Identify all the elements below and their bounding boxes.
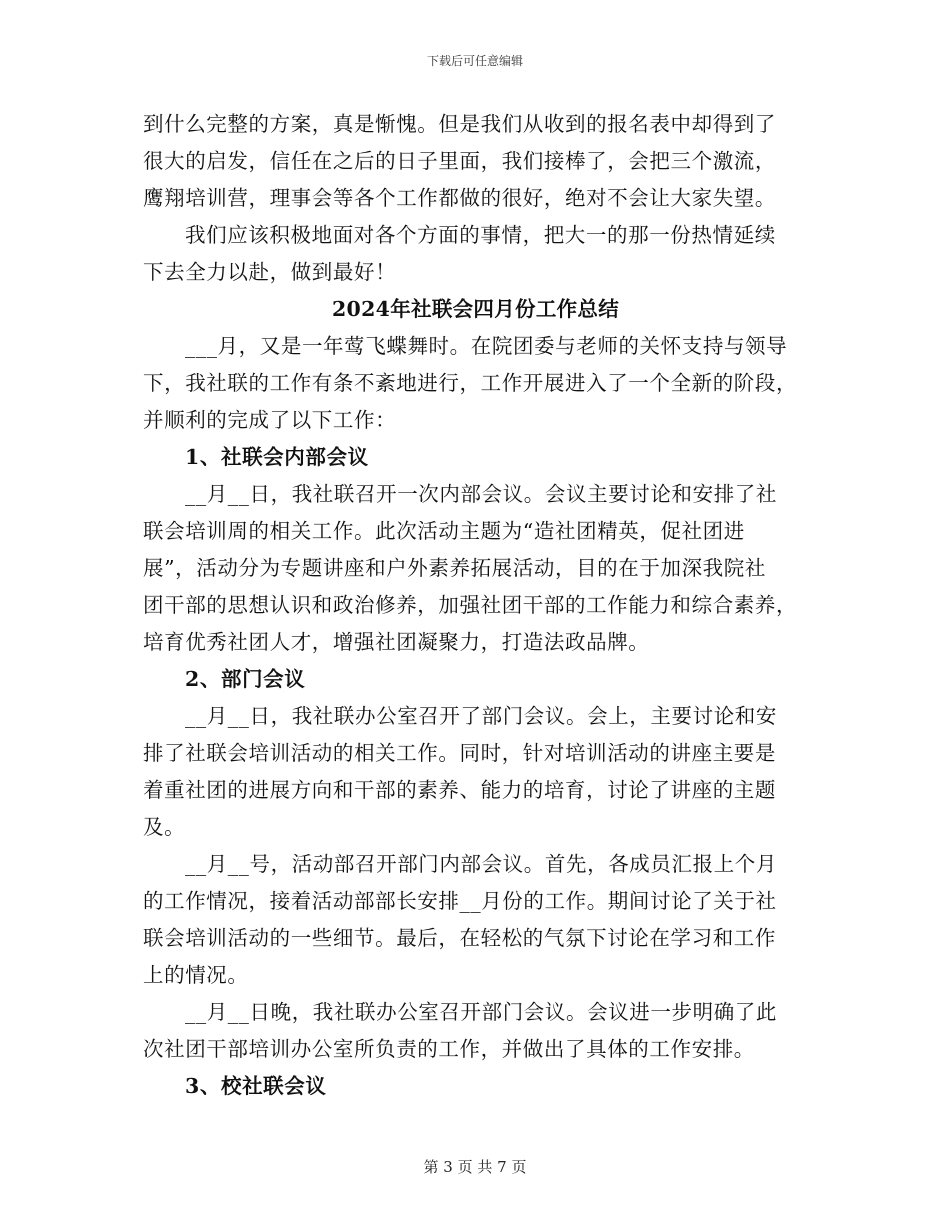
section-title: 2024年社联会四月份工作总结 bbox=[331, 297, 620, 321]
text-line: 培育优秀社团人才，增强社团凝聚力，打造法政品牌。 bbox=[143, 630, 650, 654]
text-line: 联会培训周的相关工作。此次活动主题为“造社团精英，促社团进 bbox=[143, 519, 745, 543]
text-line: 上的情况。 bbox=[143, 963, 249, 987]
subheading-internal-meeting: 1、社联会内部会议 bbox=[185, 445, 369, 469]
paragraph-start: __月__号，活动部召开部门内部会议。首先，各成员汇报上个月 bbox=[185, 852, 777, 876]
text-line: 下去全力以赴，做到最好！ bbox=[143, 260, 397, 284]
header-note: 下载后可任意编辑 bbox=[426, 54, 523, 68]
paragraph-start: __月__日晚，我社联办公室召开部门会议。会议进一步明确了此 bbox=[185, 1000, 777, 1024]
text-line: 并顺利的完成了以下工作： bbox=[143, 408, 397, 432]
subheading-department-meeting: 2、部门会议 bbox=[185, 667, 306, 691]
text-line: 很大的启发，信任在之后的日子里面，我们接棒了，会把三个激流， bbox=[143, 149, 776, 173]
text-line: 下，我社联的工作有条不紊地进行，工作开展进入了一个全新的阶段， bbox=[143, 371, 798, 395]
text-line: 展”，活动分为专题讲座和户外素养拓展活动，目的在于加深我院社 bbox=[143, 556, 766, 580]
text-line: 的工作情况，接着活动部部长安排__月份的工作。期间讨论了关于社 bbox=[143, 889, 777, 913]
text-line: 到什么完整的方案，真是惭愧。但是我们从收到的报名表中却得到了 bbox=[143, 112, 776, 136]
paragraph-start: __月__日，我社联办公室召开了部门会议。会上，主要讨论和安 bbox=[185, 704, 777, 728]
text-line: 联会培训活动的一些细节。最后，在轻松的气氛下讨论在学习和工作 bbox=[143, 926, 776, 950]
subheading-school-meeting: 3、校社联会议 bbox=[185, 1074, 327, 1098]
text-line: 团干部的思想认识和政治修养，加强社团干部的工作能力和综合素养， bbox=[143, 593, 798, 617]
text-line: 着重社团的进展方向和干部的素养、能力的培育，讨论了讲座的主题 bbox=[143, 778, 776, 802]
page-number: 第 3 页 共 7 页 bbox=[423, 1158, 527, 1176]
paragraph-start: ___月，又是一年莺飞蝶舞时。在院团委与老师的关怀支持与领导 bbox=[185, 334, 788, 358]
text-line: 排了社联会培训活动的相关工作。同时，针对培训活动的讲座主要是 bbox=[143, 741, 776, 765]
paragraph-start: 我们应该积极地面对各个方面的事情，把大一的那一份热情延续 bbox=[185, 223, 776, 247]
text-line: 次社团干部培训办公室所负责的工作，并做出了具体的工作安排。 bbox=[143, 1037, 755, 1061]
text-line: 鹰翔培训营，理事会等各个工作都做的很好，绝对不会让大家失望。 bbox=[143, 186, 776, 210]
paragraph-start: __月__日，我社联召开一次内部会议。会议主要讨论和安排了社 bbox=[185, 482, 777, 506]
text-line: 及。 bbox=[143, 815, 186, 839]
document-body bbox=[143, 106, 808, 1105]
